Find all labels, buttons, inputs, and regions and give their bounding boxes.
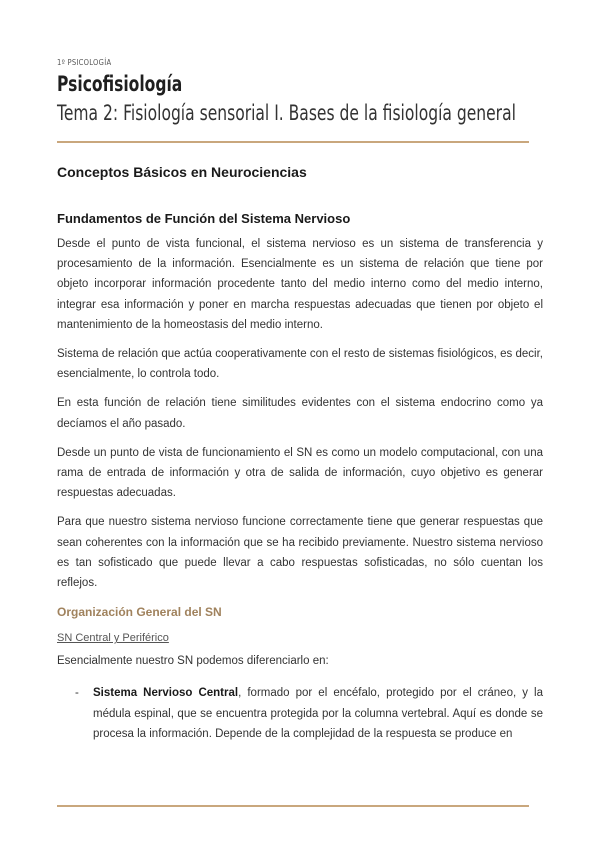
paragraph: En esta función de relación tiene similitudes evidentes con el sistema endocrino como ya decíamos el año pasado. [57,397,543,430]
paragraph: Desde un punto de vista de funcionamiento el SN es como un modelo computacional, con una rama de entrada de información y otra de salida de información, cuyo objetivo es generar respuestas adecuadas. [57,446,543,500]
paragraph: Para que nuestro sistema nervioso funcione correctamente tiene que generar respuestas que sean coherentes con la información que se ha recibido previamente. Nuestro sistema nervioso es tan sofisticado que puede llevar a cabo respuestas sofisticadas, no sólo cuentan los reflejos. [57,516,543,590]
footer-divider [57,805,529,807]
dash-bullet: - [75,687,79,700]
list-item-text: , formado por el encéfalo, protegido por el cráneo, y la médula espinal, que se encuentra protegida por la columna vertebral. Aquí es donde se procesa la información. Depende de la complejidad de la respuesta se produce en [93,687,543,740]
list-item-bold: Sistema Nervioso Central [93,687,239,700]
paragraph: Sistema de relación que actúa cooperativamente con el resto de sistemas fisiológicos, es decir, esencialmente, lo controla todo. [57,348,543,381]
heading-section: Fundamentos de Función del Sistema Nervioso [57,211,351,226]
document-subtitle: Tema 2: Fisiología sensorial I. Bases de la fisiología general [57,101,516,125]
list-intro: Esencialmente nuestro SN podemos diferenciarlo en: [57,655,329,668]
paragraph: Desde el punto de vista funcional, el sistema nervioso es un sistema de transferencia y procesamiento de la información. Esencialmente es un sistema de relación que tiene por objeto incorporar información procedente tanto del medio interno como del medio interno, integrar esa información y poner en marcha respuestas adecuadas que tienen por objeto el mantenimiento de la homeostasis del medio interno. [57,238,543,331]
subsection-heading: Organización General del SN [57,605,222,620]
heading-main: Conceptos Básicos en Neurociencias [57,164,307,180]
list-item [57,683,543,744]
subsection-link[interactable]: SN Central y Periférico [57,632,169,645]
document-title: Psicofisiología [57,72,183,96]
main-content [57,160,543,744]
course-label: 1º PSICOLOGÍA [57,58,112,67]
bullet-list [57,683,543,744]
header-divider [57,141,529,143]
